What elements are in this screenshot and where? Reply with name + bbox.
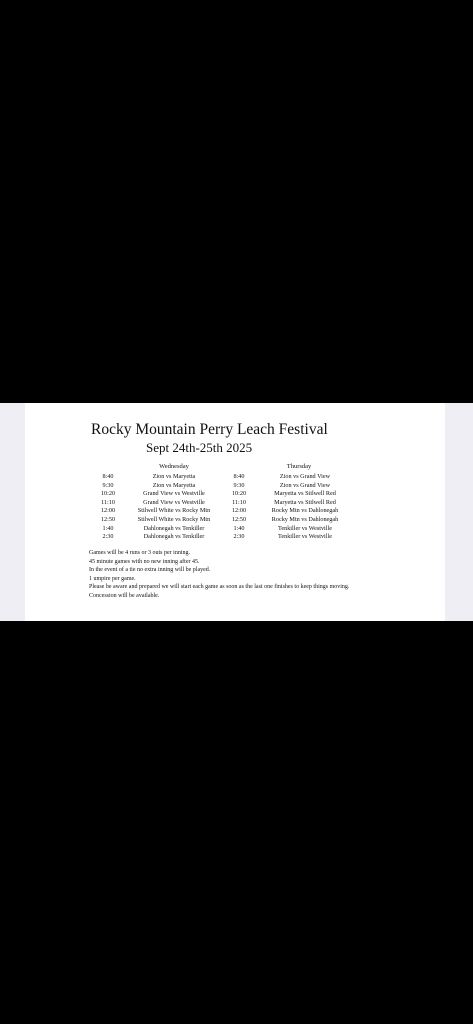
note-line: Games will be 4 runs or 3 outs per inning. bbox=[89, 550, 190, 556]
wednesday-game: Dahlonegah vs Tenkiller bbox=[143, 533, 205, 541]
schedule-row bbox=[25, 482, 445, 491]
schedule-row bbox=[25, 525, 445, 534]
note-line: 45 minute games with no new inning after 45. bbox=[89, 558, 200, 565]
wednesday-time: 11:10 bbox=[101, 498, 115, 506]
wednesday-time: 10:20 bbox=[100, 490, 116, 498]
wednesday-game: Stilwell White vs Rocky Mtn bbox=[137, 515, 211, 523]
wednesday-game: Grand View vs Westville bbox=[143, 498, 205, 506]
wednesday-time: 9:30 bbox=[102, 481, 114, 489]
thursday-time: 9:30 bbox=[233, 481, 245, 489]
document-viewer bbox=[0, 403, 473, 621]
thursday-time: 2:30 bbox=[233, 533, 245, 541]
schedule-table bbox=[25, 473, 445, 542]
thursday-game: Rocky Mtn vs Dahlonegah bbox=[271, 507, 339, 515]
wednesday-game: Stilwell White vs Rocky Mtn bbox=[137, 507, 211, 515]
wednesday-time: 12:50 bbox=[100, 515, 116, 523]
thursday-time: 8:40 bbox=[233, 473, 245, 480]
thursday-game: Zion vs Grand View bbox=[279, 481, 331, 489]
note-line: Please be aware and prepared we will start each game as soon as the last one finishes to keep things moving. bbox=[89, 584, 350, 591]
thursday-time: 12:50 bbox=[231, 515, 247, 523]
schedule-row bbox=[25, 507, 445, 516]
thursday-time: 12:00 bbox=[231, 507, 247, 515]
wednesday-time: 1:40 bbox=[102, 524, 114, 532]
document-page bbox=[25, 403, 445, 621]
wednesday-game: Zion vs Maryetta bbox=[152, 481, 196, 489]
schedule-row bbox=[25, 516, 445, 525]
wednesday-header: Wednesday bbox=[159, 463, 189, 470]
document-subtitle: Sept 24th-25th 2025 bbox=[146, 440, 253, 455]
note-line: In the event of a tie no extra inning will be played. bbox=[89, 567, 211, 574]
document-title: Rocky Mountain Perry Leach Festival bbox=[91, 421, 328, 438]
schedule-row bbox=[25, 473, 445, 482]
thursday-time: 1:40 bbox=[233, 524, 245, 532]
wednesday-time: 12:00 bbox=[100, 507, 116, 515]
thursday-game: Rocky Mtn vs Dahlonegah bbox=[271, 515, 339, 523]
thursday-game: Tenkiller vs Westville bbox=[278, 524, 332, 532]
wednesday-game: Grand View vs Westville bbox=[143, 490, 205, 498]
thursday-game: Zion vs Grand View bbox=[279, 473, 331, 480]
schedule-row bbox=[25, 499, 445, 508]
wednesday-game: Dahlonegah vs Tenkiller bbox=[143, 524, 205, 532]
schedule-row bbox=[25, 533, 445, 542]
thursday-time: 10:20 bbox=[231, 490, 247, 498]
thursday-header: Thursday bbox=[286, 463, 312, 470]
thursday-game: Tenkiller vs Westville bbox=[278, 533, 332, 541]
thursday-game: Maryetta vs Stilwell Red bbox=[274, 498, 336, 506]
thursday-time: 11:10 bbox=[232, 498, 246, 506]
schedule-row bbox=[25, 490, 445, 499]
note-line: 1 umpire per game. bbox=[89, 575, 136, 582]
notes-list bbox=[89, 549, 349, 601]
thursday-game: Maryetta vs Stilwell Red bbox=[274, 490, 336, 498]
note-line: Concession will be available. bbox=[89, 592, 160, 599]
wednesday-time: 8:40 bbox=[102, 473, 114, 480]
wednesday-game: Zion vs Maryetta bbox=[152, 473, 196, 480]
wednesday-time: 2:30 bbox=[102, 533, 114, 541]
